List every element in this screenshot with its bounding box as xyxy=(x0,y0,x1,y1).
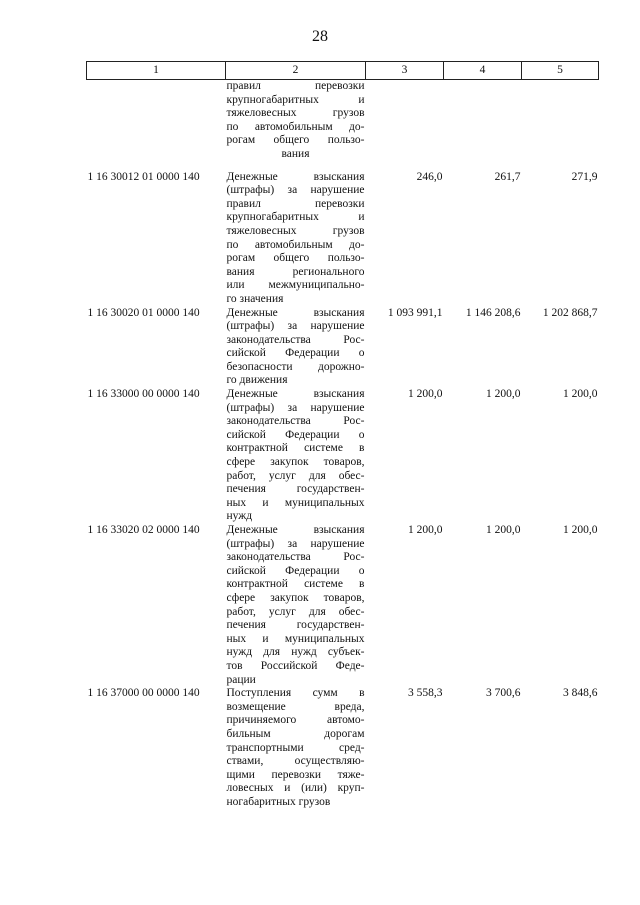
column-header-3: 3 xyxy=(366,62,444,80)
value-col-3: 1 200,0 xyxy=(408,524,443,536)
name-cell xyxy=(226,524,366,687)
value-col-4: 1 146 208,6 xyxy=(465,306,521,319)
name-line: тяжеловесных грузов xyxy=(226,224,365,237)
code-cell: 1 16 30020 01 0000 140 xyxy=(87,306,200,319)
name-line: ствами, осуществляю- xyxy=(226,755,365,768)
value-col-3: 1 200,0 xyxy=(408,388,443,401)
name-line: ногабаритных грузов xyxy=(226,795,331,808)
value-col-4: 261,7 xyxy=(494,170,521,183)
name-line: тяжеловесных грузов xyxy=(226,107,365,120)
name-line: правил перевозки xyxy=(226,80,365,92)
name-line: контрактной системе в xyxy=(226,578,365,591)
name-cell xyxy=(226,80,366,171)
table-row xyxy=(87,687,599,809)
name-line: работ, услуг для обес- xyxy=(226,605,365,618)
name-line: го значения xyxy=(226,292,284,305)
table-row xyxy=(87,171,599,307)
name-line: рогам общего пользо- xyxy=(226,134,365,147)
name-line: (штрафы) за нарушение xyxy=(226,537,365,550)
name-line: ных и муниципальных xyxy=(226,496,365,509)
name-line: сийской Федерации о xyxy=(226,347,365,360)
name-line: Денежные взыскания xyxy=(226,388,365,401)
name-line: сфере закупок товаров, xyxy=(226,456,365,469)
name-line: Денежные взыскания xyxy=(226,524,365,536)
name-line: сфере закупок товаров, xyxy=(226,591,365,604)
name-line: тов Российской Феде- xyxy=(226,659,365,672)
name-line: печения государствен- xyxy=(226,483,365,496)
value-col-5: 1 200,0 xyxy=(563,524,598,536)
name-line: (штрафы) за нарушение xyxy=(226,401,365,414)
value-col-5: 1 200,0 xyxy=(563,388,598,401)
name-line: по автомобильным до- xyxy=(226,120,365,133)
table-row xyxy=(87,524,599,687)
name-line: (штрафы) за нарушение xyxy=(226,320,365,333)
name-line: рогам общего пользо- xyxy=(226,252,365,265)
name-line: возмещение вреда, xyxy=(226,700,365,713)
name-line: (штрафы) за нарушение xyxy=(226,184,365,197)
table-header xyxy=(87,62,599,80)
name-line: транспортными сред- xyxy=(226,741,365,754)
name-line: вания xyxy=(281,147,310,160)
name-line: крупногабаритных и xyxy=(226,211,365,224)
value-col-5: 271,9 xyxy=(571,170,598,183)
value-col-4: 1 200,0 xyxy=(486,388,521,401)
column-header-5: 5 xyxy=(522,62,599,80)
name-line: сийской Федерации о xyxy=(226,428,365,441)
name-cell xyxy=(226,388,366,524)
name-line: Денежные взыскания xyxy=(226,306,365,319)
name-cell xyxy=(226,171,366,307)
name-line: контрактной системе в xyxy=(226,442,365,455)
name-line: ловесных и (или) круп- xyxy=(226,782,365,795)
name-line: ных и муниципальных xyxy=(226,632,365,645)
column-header-2: 2 xyxy=(226,62,366,80)
name-line: безопасности дорожно- xyxy=(226,360,365,373)
name-cell xyxy=(226,687,366,809)
name-line: работ, услуг для обес- xyxy=(226,469,365,482)
value-col-5: 3 848,6 xyxy=(563,687,598,700)
name-line: по автомобильным до- xyxy=(226,238,365,251)
value-col-4: 1 200,0 xyxy=(486,524,521,536)
value-col-3: 1 093 991,1 xyxy=(387,306,443,319)
column-header-1: 1 xyxy=(87,62,226,80)
revenue-table xyxy=(86,61,599,809)
code-cell: 1 16 37000 00 0000 140 xyxy=(87,687,200,700)
table-row xyxy=(87,307,599,389)
code-cell xyxy=(87,80,226,171)
name-line: рации xyxy=(226,673,256,686)
name-line: вания регионального xyxy=(226,265,365,278)
name-line: причиняемого автомо- xyxy=(226,714,365,727)
table-row xyxy=(87,388,599,524)
name-line: сийской Федерации о xyxy=(226,564,365,577)
name-line: или межмуниципально- xyxy=(226,279,365,292)
value-col-3: 3 558,3 xyxy=(408,687,443,700)
column-header-4: 4 xyxy=(444,62,522,80)
name-line: нужд для нужд субъек- xyxy=(226,646,365,659)
code-cell: 1 16 33020 02 0000 140 xyxy=(87,524,200,536)
name-line: го движения xyxy=(226,374,288,387)
name-line: щими перевозки тяже- xyxy=(226,768,365,781)
name-line: нужд xyxy=(226,510,253,523)
name-line: Денежные взыскания xyxy=(226,170,365,183)
name-line: законодательства Рос- xyxy=(226,333,365,346)
name-line: законодательства Рос- xyxy=(226,551,365,564)
value-col-3: 246,0 xyxy=(416,170,443,183)
value-col-5: 1 202 868,7 xyxy=(542,306,598,319)
page-number: 28 xyxy=(312,28,328,45)
name-line: Поступления сумм в xyxy=(226,687,365,700)
name-line: бильным дорогам xyxy=(226,727,365,740)
table-row-continuation xyxy=(87,80,599,171)
value-col-4: 3 700,6 xyxy=(486,687,521,700)
name-line: правил перевозки xyxy=(226,197,365,210)
name-line: законодательства Рос- xyxy=(226,415,365,428)
name-line: крупногабаритных и xyxy=(226,93,365,106)
name-line: печения государствен- xyxy=(226,619,365,632)
name-cell xyxy=(226,307,366,389)
code-cell: 1 16 33000 00 0000 140 xyxy=(87,388,200,401)
code-cell: 1 16 30012 01 0000 140 xyxy=(87,170,200,183)
